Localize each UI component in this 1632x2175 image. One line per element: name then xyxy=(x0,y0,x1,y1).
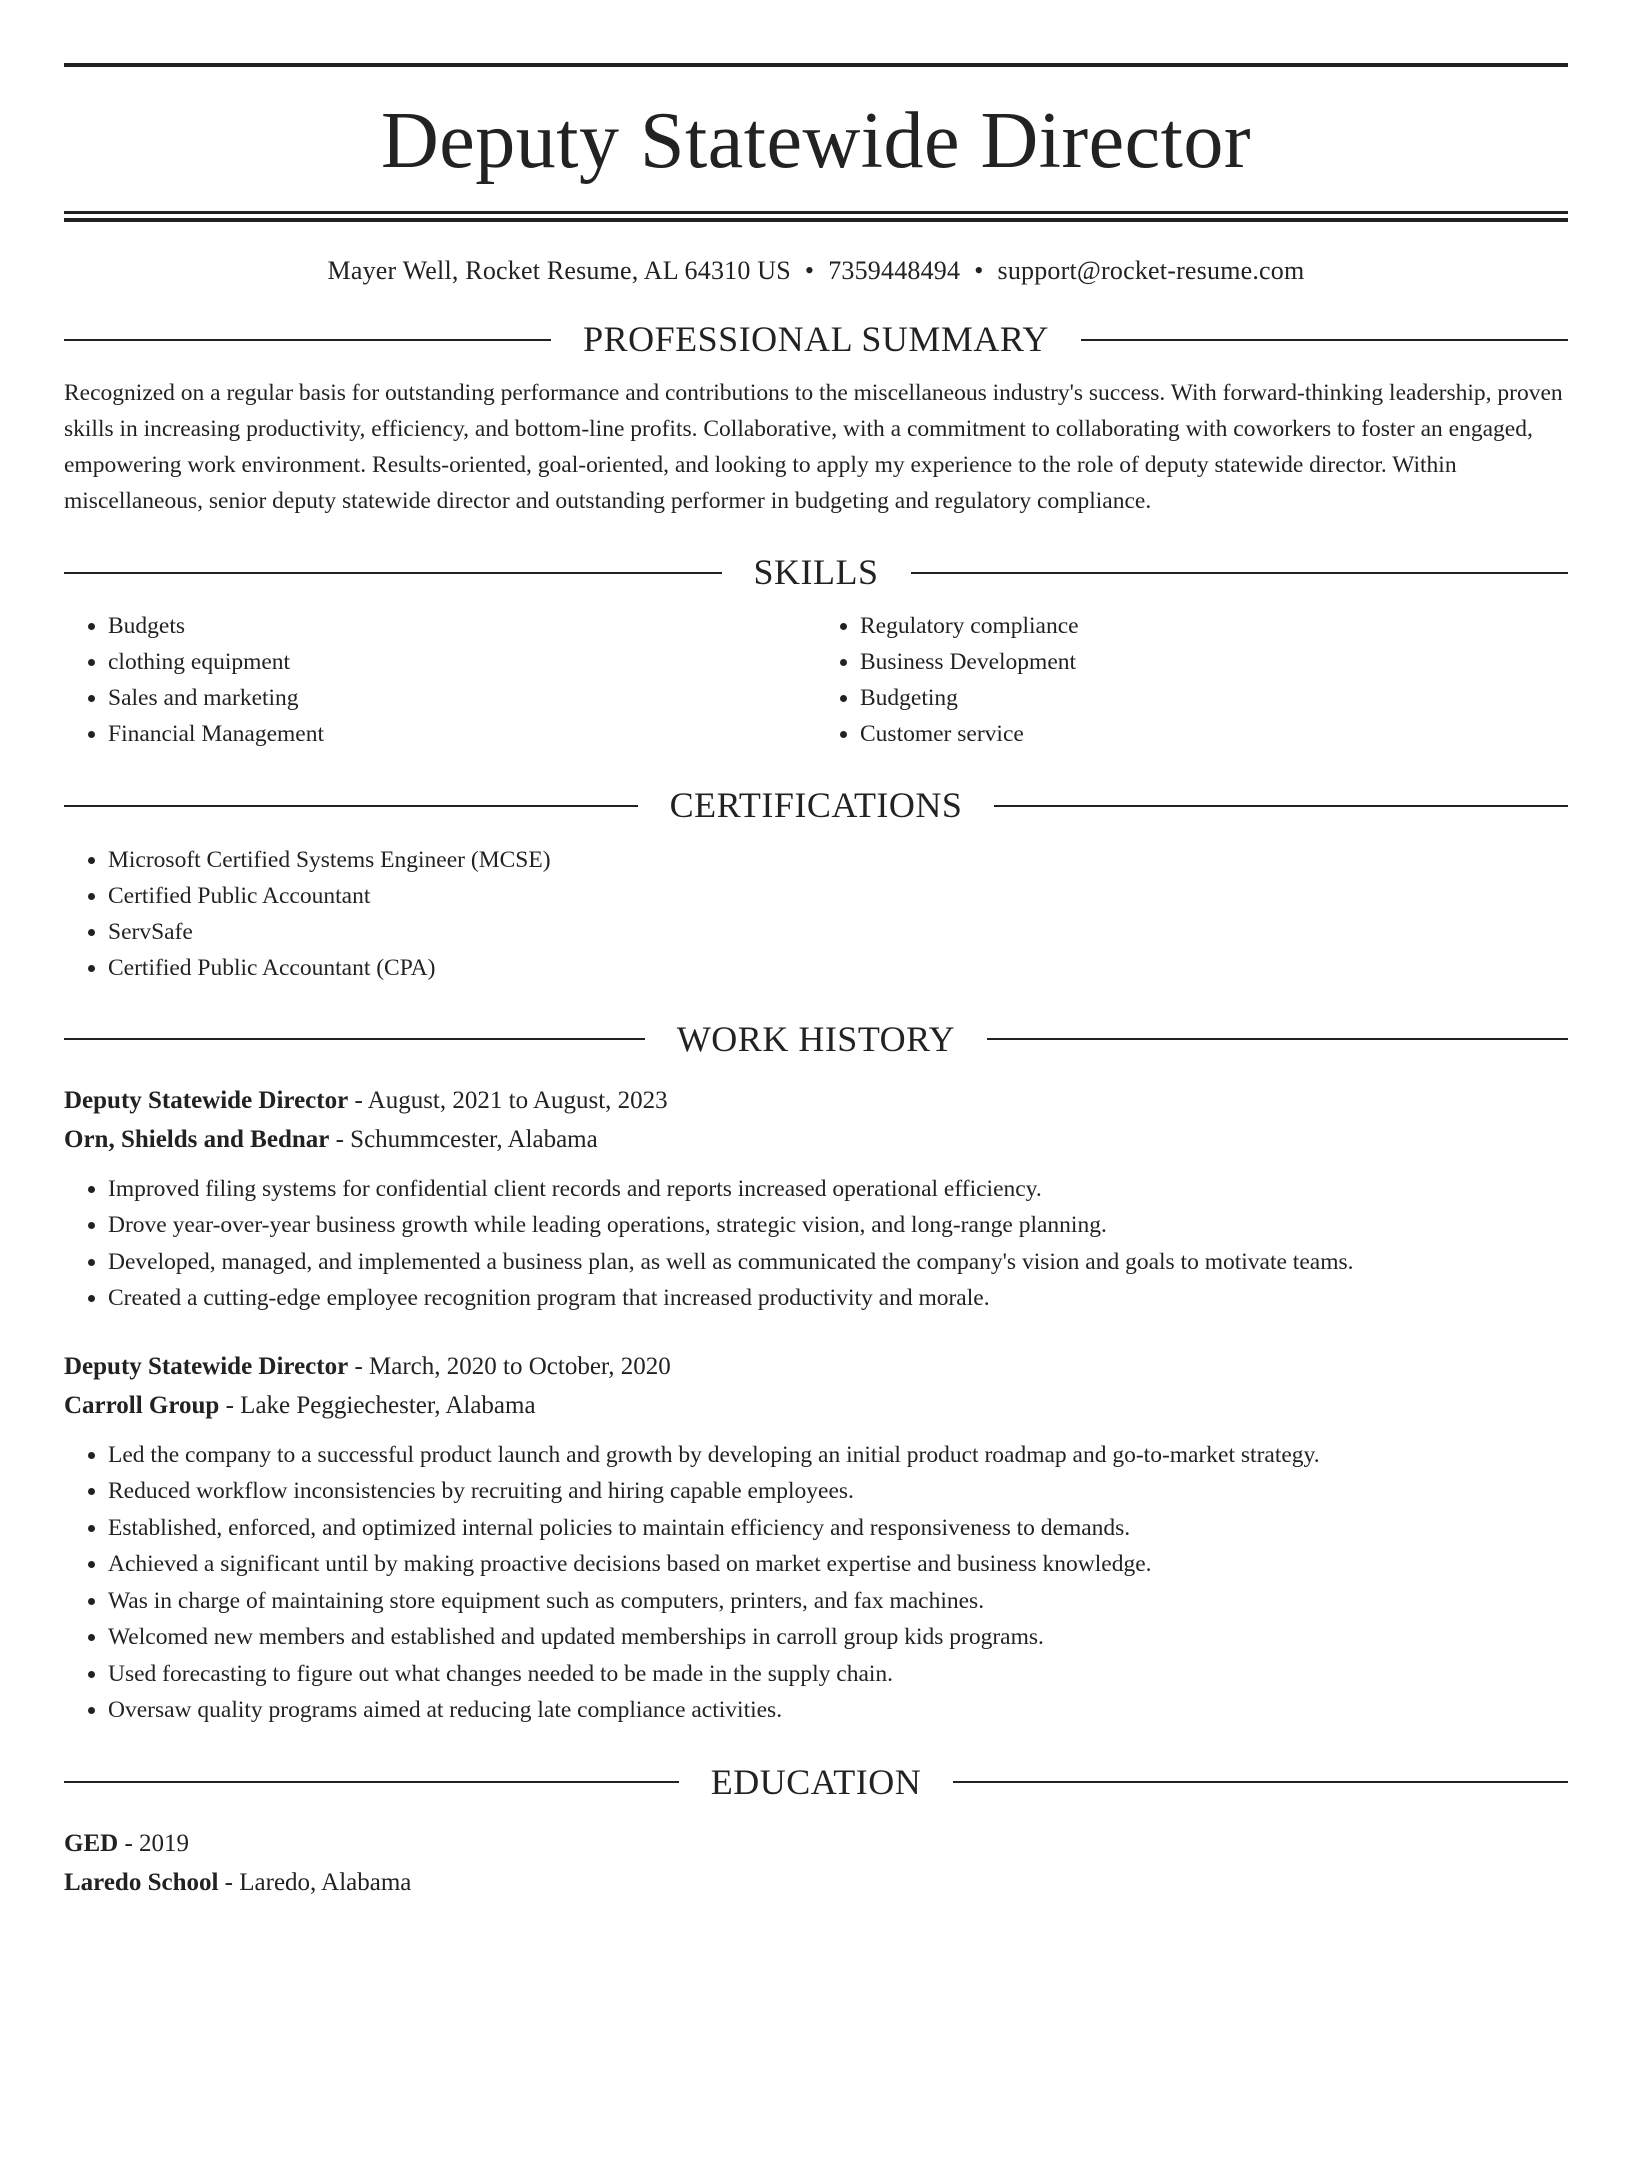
heading-rule-right xyxy=(1081,339,1568,341)
job-location: - Lake Peggiechester, Alabama xyxy=(219,1391,536,1419)
job-bullet: • Oversaw quality programs aimed at reducing late compliance activities. xyxy=(108,1692,1568,1729)
contact-separator: • xyxy=(974,256,984,285)
skill-item: • Sales and marketing xyxy=(108,680,816,716)
job-bullet: • Led the company to a successful product launch and growth by developing an initial product roadmap and go-to-market strategy. xyxy=(108,1437,1568,1474)
heading-rule-right xyxy=(953,1781,1568,1783)
job-company-line xyxy=(64,1120,1568,1159)
heading-rule-left xyxy=(64,339,551,341)
job-bullet: • Reduced workflow inconsistencies by recruiting and hiring capable employees. xyxy=(108,1473,1568,1510)
contact-email: support@rocket-resume.com xyxy=(997,256,1305,285)
job-entry xyxy=(64,1081,1568,1317)
contact-separator: • xyxy=(804,256,815,285)
job-location: - Schummcester, Alabama xyxy=(329,1125,598,1153)
job-bullets xyxy=(64,1171,1568,1317)
job-company-line xyxy=(64,1386,1568,1425)
certification-item: • Certified Public Accountant (CPA) xyxy=(108,950,1568,986)
contact-address: Mayer Well, Rocket Resume, AL 64310 US xyxy=(327,256,791,285)
job-bullet: • Drove year-over-year business growth while leading operations, strategic vision, and long-range planning. xyxy=(108,1207,1568,1244)
job-entry xyxy=(64,1347,1568,1729)
education-degree: GED xyxy=(64,1829,119,1857)
heading-rule-right xyxy=(911,572,1569,574)
skill-item: • Regulatory compliance xyxy=(860,608,1568,644)
job-company: Carroll Group xyxy=(64,1391,220,1419)
resume-title: Deputy Statewide Director xyxy=(381,97,1251,185)
job-bullets xyxy=(64,1437,1568,1729)
skill-item: • Business Development xyxy=(860,644,1568,680)
contact-line xyxy=(64,256,1568,286)
heading-rule-right xyxy=(987,1038,1568,1040)
education-school: Laredo School xyxy=(64,1868,219,1896)
education-entry xyxy=(64,1824,1568,1902)
job-bullet: • Welcomed new members and established and updated memberships in carroll group kids programs. xyxy=(108,1619,1568,1656)
contact-phone: 7359448494 xyxy=(828,256,961,285)
top-rule xyxy=(64,63,1568,67)
section-heading-work-history xyxy=(64,1018,1568,1061)
certification-item: • Certified Public Accountant xyxy=(108,878,1568,914)
certifications-list xyxy=(64,842,1568,986)
heading-rule-left xyxy=(64,1038,645,1040)
job-role-line xyxy=(64,1081,1568,1120)
education-school-line xyxy=(64,1863,1568,1902)
job-bullet: • Improved filing systems for confidential client records and reports increased operational efficiency. xyxy=(108,1171,1568,1208)
heading-rule-left xyxy=(64,572,722,574)
job-role: Deputy Statewide Director xyxy=(64,1352,349,1380)
section-title: SKILLS xyxy=(753,552,879,593)
certification-item: • ServSafe xyxy=(108,914,1568,950)
education-location: - Laredo, Alabama xyxy=(218,1868,412,1896)
section-heading-summary xyxy=(64,318,1568,361)
skill-item: • Customer service xyxy=(860,716,1568,752)
job-role-line xyxy=(64,1347,1568,1386)
resume-page xyxy=(0,63,1632,2175)
skill-item: • Budgeting xyxy=(860,680,1568,716)
skills-list-right xyxy=(816,608,1568,752)
job-bullet: • Established, enforced, and optimized internal policies to maintain efficiency and responsiveness to demands. xyxy=(108,1510,1568,1547)
job-bullet: • Developed, managed, and implemented a business plan, as well as communicated the company's vision and goals to motivate teams. xyxy=(108,1244,1568,1281)
skill-item: • Financial Management xyxy=(108,716,816,752)
education-degree-line xyxy=(64,1824,1568,1863)
header-double-rule xyxy=(64,211,1568,222)
heading-rule-left xyxy=(64,1781,679,1783)
skill-item: • Budgets xyxy=(108,608,816,644)
skills-grid xyxy=(64,594,1568,752)
job-bullet: • Was in charge of maintaining store equipment such as computers, printers, and fax machines. xyxy=(108,1583,1568,1620)
job-dates: - March, 2020 to October, 2020 xyxy=(348,1352,671,1380)
section-title: PROFESSIONAL SUMMARY xyxy=(583,319,1049,359)
job-dates: - August, 2021 to August, 2023 xyxy=(348,1086,668,1114)
job-role: Deputy Statewide Director xyxy=(64,1086,349,1114)
job-bullet: • Created a cutting-edge employee recognition program that increased productivity and morale. xyxy=(108,1280,1568,1317)
job-bullet: • Used forecasting to figure out what changes needed to be made in the supply chain. xyxy=(108,1656,1568,1693)
job-company: Orn, Shields and Bednar xyxy=(64,1125,330,1153)
job-bullet: • Achieved a significant until by making proactive decisions based on market expertise and business knowledge. xyxy=(108,1546,1568,1583)
summary-text: Recognized on a regular basis for outstanding performance and contributions to the miscellaneous industry's success. With forward-thinking leadership, proven skills in increasing productivity, efficiency, and bottom-line profits. Collaborative, with a commitment to collaborating with coworkers to foster an engaged, empowering work environment. Results-oriented, goal-oriented, and looking to apply my experience to the role of deputy statewide director. Within miscellaneous, senior deputy statewide director and outstanding performer in budgeting and regulatory compliance. xyxy=(64,380,1563,515)
section-title: CERTIFICATIONS xyxy=(669,785,963,826)
education-year: - 2019 xyxy=(118,1829,190,1857)
section-heading-skills xyxy=(64,551,1568,594)
certification-item: • Microsoft Certified Systems Engineer (MCSE) xyxy=(108,842,1568,878)
section-title: WORK HISTORY xyxy=(676,1018,956,1059)
section-heading-education xyxy=(64,1761,1568,1804)
section-heading-certifications xyxy=(64,784,1568,827)
skill-item: • clothing equipment xyxy=(108,644,816,680)
heading-rule-left xyxy=(64,805,638,807)
skills-list-left xyxy=(64,608,816,752)
section-title: EDUCATION xyxy=(710,1761,922,1802)
heading-rule-right xyxy=(994,805,1568,807)
